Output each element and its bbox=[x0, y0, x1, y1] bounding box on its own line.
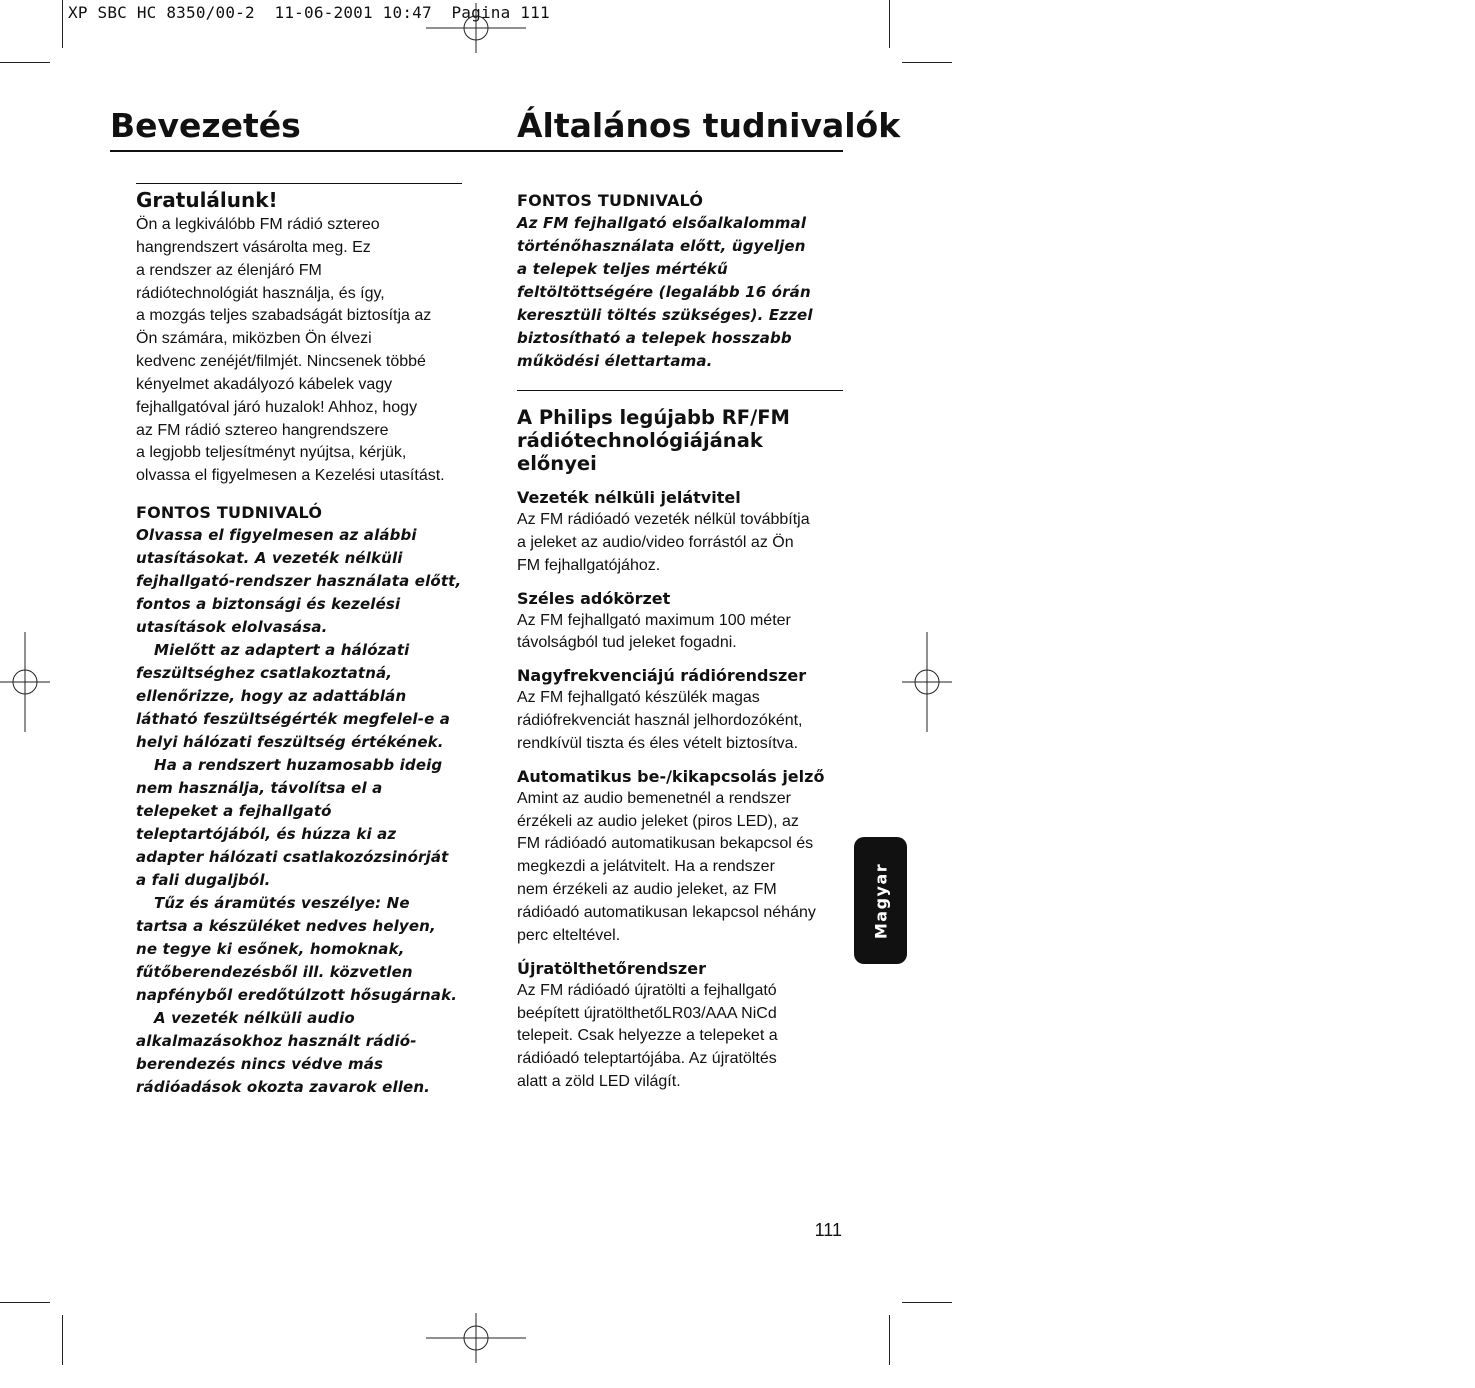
text-line: a mozgás teljes szabadságát biztosítja az bbox=[136, 307, 432, 325]
feature-text bbox=[517, 509, 843, 578]
text-line: rádiófrekvenciát használ jelhordozóként, bbox=[517, 712, 803, 730]
text-line: olvassa el figyelmesen a Kezelési utasítást. bbox=[136, 467, 445, 485]
notice-line: tartsa a készüléket nedves helyen, bbox=[136, 917, 436, 936]
text-line: rádióadó teleptartójába. Az újratöltés bbox=[517, 1050, 777, 1068]
notice-line: feszültséghez csatlakoztatná, bbox=[136, 664, 393, 683]
text-line: kényelmet akadályozó kábelek vagy bbox=[136, 375, 393, 393]
feature-title: Automatikus be-/kikapcsolás jelző bbox=[517, 766, 825, 786]
feature-text bbox=[517, 610, 843, 656]
text-line: hangrendszert vásárolta meg. Ez bbox=[136, 238, 371, 256]
text-line: telepeit. Csak helyezze a telepeket a bbox=[517, 1027, 778, 1045]
notice-line: Mielőtt az adaptert a hálózati bbox=[154, 641, 410, 660]
feature-block bbox=[517, 487, 843, 578]
text-line: FM rádióadó automatikusan bekapcsol és bbox=[517, 835, 814, 853]
notice-line: fontos a biztonsági és kezelési bbox=[136, 595, 401, 614]
feature-block bbox=[517, 588, 843, 656]
text-line: érzékeli az audio jeleket (piros LED), az bbox=[517, 812, 799, 830]
text-line: Ön számára, miközben Ön élvezi bbox=[136, 330, 372, 348]
notice-line: a telepek teljes mértékű bbox=[517, 260, 728, 278]
philips-benefits-heading bbox=[517, 406, 843, 475]
notice-line: Olvassa el figyelmesen az alábbi bbox=[136, 526, 417, 545]
registration-mark-right bbox=[877, 632, 977, 732]
text-line: beépített újratölthetőLR03/AAA NiCd bbox=[517, 1004, 777, 1022]
crop-mark bbox=[889, 1315, 890, 1365]
text-line: Az FM fejhallgató készülék magas bbox=[517, 689, 760, 707]
text-line: rádiótechnológiát használja, és így, bbox=[136, 284, 385, 302]
page-number: 111 bbox=[814, 1220, 842, 1240]
text-line: rendkívül tiszta és éles vételt biztosítva. bbox=[517, 734, 799, 752]
notice-line: telepeket a fejhallgató bbox=[136, 802, 332, 821]
text-line: távolságból tud jeleket fogadni. bbox=[517, 634, 737, 652]
text-line: kedvenc zenéjét/filmjét. Nincsenek többé bbox=[136, 353, 426, 371]
heading-line: A Philips legújabb RF/FM bbox=[517, 406, 790, 429]
notice-line: utasítások elolvasása. bbox=[136, 618, 328, 637]
section-title-right: Általános tudnivalók bbox=[517, 106, 901, 145]
intro-text bbox=[136, 214, 462, 488]
notice-line: adapter hálózati csatlakozózsinórját bbox=[136, 848, 449, 867]
notice-line: A vezeték nélküli audio bbox=[154, 1009, 355, 1028]
print-slug: XP SBC HC 8350/00-2 11-06-2001 10:47 Pagina 111 bbox=[68, 3, 550, 22]
crop-mark bbox=[889, 0, 890, 48]
text-line: Amint az audio bemenetnél a rendszer bbox=[517, 789, 791, 807]
important-notice-text bbox=[517, 212, 843, 373]
notice-line: utasításokat. A vezeték nélküli bbox=[136, 549, 403, 568]
registration-mark-top bbox=[426, 0, 526, 78]
text-line: a legjobb teljesítményt nyújtsa, kérjük, bbox=[136, 444, 407, 462]
notice-paragraph bbox=[136, 754, 462, 892]
notice-line: keresztüli töltés szükséges). Ezzel bbox=[517, 306, 813, 324]
notice-line: biztosítható a telepek hosszabb bbox=[517, 329, 792, 347]
feature-title: Újratölthetőrendszer bbox=[517, 958, 706, 978]
important-notice-label: FONTOS TUDNIVALÓ bbox=[136, 503, 323, 523]
crop-mark bbox=[902, 62, 952, 63]
text-line: nem érzékeli az audio jeleket, az FM bbox=[517, 881, 777, 899]
notice-line: működési élettartama. bbox=[517, 352, 713, 370]
notice-line: rádióadások okozta zavarok ellen. bbox=[136, 1078, 431, 1097]
notice-paragraph bbox=[136, 1007, 462, 1099]
notice-line: feltöltöttségére (legalább 16 órán bbox=[517, 283, 811, 301]
crop-mark bbox=[0, 62, 50, 63]
feature-title: Vezeték nélküli jelátvitel bbox=[517, 488, 741, 507]
language-tab-label: Magyar bbox=[871, 862, 890, 939]
notice-line: berendezés nincs védve más bbox=[136, 1055, 384, 1074]
section-title-left: Bevezetés bbox=[110, 106, 301, 145]
text-line: Az FM fejhallgató maximum 100 méter bbox=[517, 611, 791, 629]
left-column-rule bbox=[136, 183, 462, 184]
registration-mark-left bbox=[0, 632, 75, 732]
feature-title: Széles adókörzet bbox=[517, 588, 671, 608]
text-line: perc elteltével. bbox=[517, 926, 621, 944]
feature-text bbox=[517, 980, 843, 1094]
left-column bbox=[136, 186, 462, 1099]
notice-line: helyi hálózati feszültség értékének. bbox=[136, 733, 444, 752]
important-notice-text bbox=[136, 524, 462, 1099]
registration-mark-bottom bbox=[426, 1288, 526, 1388]
text-line: rádióadó automatikusan lekapcsol néhány bbox=[517, 903, 816, 921]
notice-paragraph bbox=[136, 639, 462, 754]
crop-mark bbox=[0, 1302, 50, 1303]
notice-paragraph bbox=[136, 892, 462, 1007]
important-notice-label: FONTOS TUDNIVALÓ bbox=[517, 191, 704, 210]
notice-paragraph bbox=[136, 524, 462, 639]
congratulations-heading: Gratulálunk! bbox=[136, 188, 278, 212]
text-line: megkezdi a jelátvitelt. Ha a rendszer bbox=[517, 858, 775, 876]
text-line: fejhallgatóval járó huzalok! Ahhoz, hogy bbox=[136, 398, 418, 416]
notice-line: Tűz és áramütés veszélye: Ne bbox=[154, 894, 410, 913]
feature-title: Nagyfrekvenciájú rádiórendszer bbox=[517, 666, 807, 686]
text-line: FM fejhallgatójához. bbox=[517, 556, 661, 574]
notice-line: látható feszültségérték megfelel-e a bbox=[136, 710, 451, 729]
crop-mark bbox=[62, 0, 63, 48]
notice-line: a fali dugaljból. bbox=[136, 871, 271, 890]
notice-line: történőhasználata előtt, ügyeljen bbox=[517, 237, 806, 255]
text-line: alatt a zöld LED világít. bbox=[517, 1073, 681, 1091]
feature-block bbox=[517, 766, 843, 948]
text-line: Az FM rádióadó vezeték nélkül továbbítja bbox=[517, 511, 810, 528]
text-line: az FM rádió sztereo hangrendszere bbox=[136, 421, 389, 439]
notice-line: nem használja, távolítsa el a bbox=[136, 779, 383, 798]
right-column bbox=[517, 190, 843, 1094]
notice-line: fejhallgató-rendszer használata előtt, bbox=[136, 572, 462, 591]
notice-line: fűtőberendezésből ill. közvetlen bbox=[136, 963, 413, 982]
feature-text bbox=[517, 687, 843, 756]
text-line: a jeleket az audio/video forrástól az Ön bbox=[517, 533, 794, 551]
notice-line: napfényből eredőtúlzott hősugárnak. bbox=[136, 986, 458, 1005]
feature-text bbox=[517, 788, 843, 948]
crop-mark bbox=[902, 1302, 952, 1303]
feature-block bbox=[517, 958, 843, 1094]
text-line: Az FM rádióadó újratölti a fejhallgató bbox=[517, 981, 777, 999]
notice-line: ne tegye ki esőnek, homoknak, bbox=[136, 940, 405, 959]
header-rule bbox=[110, 150, 843, 152]
crop-mark bbox=[62, 1315, 63, 1365]
notice-line: Az FM fejhallgató elsőalkalommal bbox=[517, 214, 807, 232]
notice-line: Ha a rendszert huzamosabb ideig bbox=[154, 756, 443, 775]
notice-line: alkalmazásokhoz használt rádió- bbox=[136, 1032, 417, 1051]
language-tab bbox=[854, 837, 907, 964]
feature-block bbox=[517, 665, 843, 756]
text-line: Ön a legkiválóbb FM rádió sztereo bbox=[136, 216, 380, 233]
notice-line: teleptartójából, és húzza ki az bbox=[136, 825, 397, 844]
notice-line: ellenőrizze, hogy az adattáblán bbox=[136, 687, 407, 706]
text-line: a rendszer az élenjáró FM bbox=[136, 261, 322, 279]
heading-line: rádiótechnológiájának előnyei bbox=[517, 429, 763, 475]
